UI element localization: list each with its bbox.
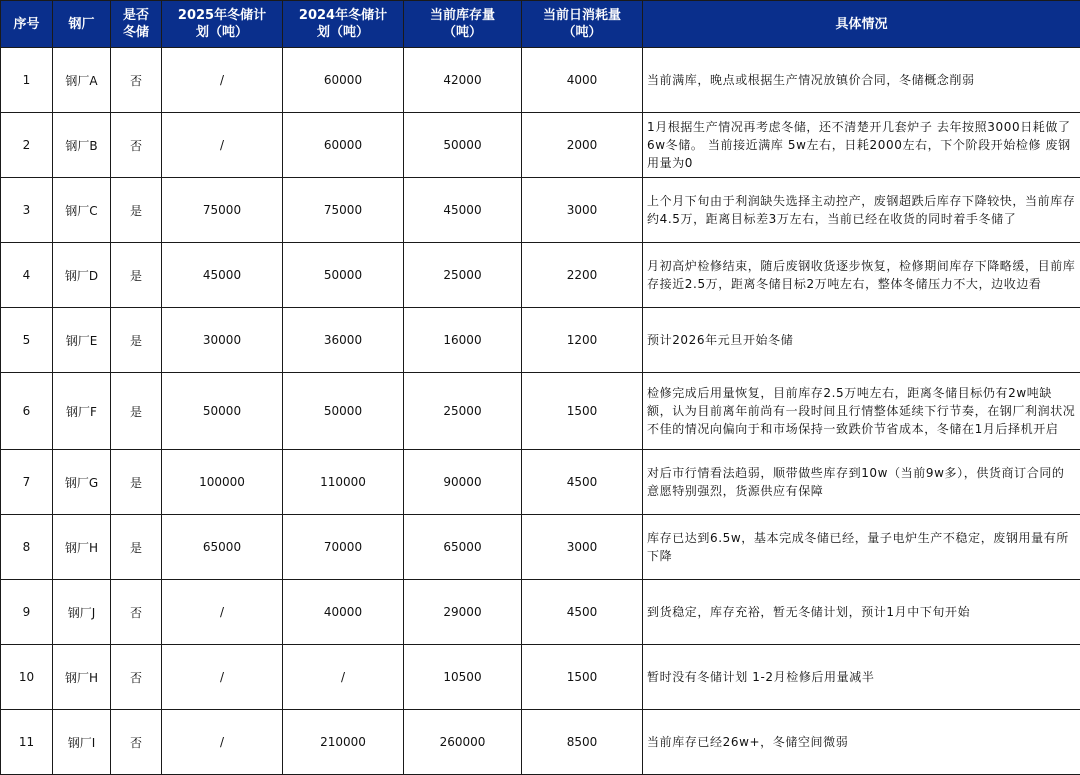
cell-detail: 预计2026年元旦开始冬储 bbox=[643, 308, 1080, 373]
cell-index: 9 bbox=[1, 580, 53, 645]
cell-index: 8 bbox=[1, 515, 53, 580]
cell-storage: 否 bbox=[111, 710, 162, 775]
cell-mill: 钢厂G bbox=[53, 450, 111, 515]
cell-plan-2025: / bbox=[162, 48, 283, 113]
table-row bbox=[1, 243, 1080, 308]
cell-plan-2024: / bbox=[283, 645, 404, 710]
cell-index: 1 bbox=[1, 48, 53, 113]
cell-inventory: 25000 bbox=[404, 243, 522, 308]
cell-detail: 到货稳定，库存充裕，暂无冬储计划，预计1月中下旬开始 bbox=[643, 580, 1080, 645]
table-row bbox=[1, 308, 1080, 373]
cell-daily-use: 3000 bbox=[522, 515, 643, 580]
cell-mill: 钢厂H bbox=[53, 515, 111, 580]
cell-inventory: 65000 bbox=[404, 515, 522, 580]
cell-inventory: 45000 bbox=[404, 178, 522, 243]
cell-storage: 否 bbox=[111, 113, 162, 178]
cell-mill: 钢厂F bbox=[53, 373, 111, 450]
header-index: 序号 bbox=[1, 1, 53, 48]
cell-index: 11 bbox=[1, 710, 53, 775]
table-row bbox=[1, 48, 1080, 113]
cell-plan-2024: 210000 bbox=[283, 710, 404, 775]
cell-index: 6 bbox=[1, 373, 53, 450]
cell-storage: 是 bbox=[111, 243, 162, 308]
cell-inventory: 10500 bbox=[404, 645, 522, 710]
header-plan-2025: 2025年冬储计划（吨） bbox=[162, 1, 283, 48]
cell-mill: 钢厂B bbox=[53, 113, 111, 178]
cell-index: 5 bbox=[1, 308, 53, 373]
cell-mill: 钢厂I bbox=[53, 710, 111, 775]
table-row bbox=[1, 178, 1080, 243]
table-row bbox=[1, 113, 1080, 178]
cell-daily-use: 2000 bbox=[522, 113, 643, 178]
header-inventory: 当前库存量（吨） bbox=[404, 1, 522, 48]
cell-detail: 上个月下旬由于利润缺失选择主动控产，废钢超跌后库存下降较快，当前库存约4.5万，距离目标差3万左右，当前已经在收货的同时着手冬储了 bbox=[643, 178, 1080, 243]
cell-plan-2024: 70000 bbox=[283, 515, 404, 580]
cell-plan-2025: / bbox=[162, 645, 283, 710]
cell-index: 10 bbox=[1, 645, 53, 710]
cell-plan-2025: 100000 bbox=[162, 450, 283, 515]
cell-detail: 暂时没有冬储计划 1-2月检修后用量减半 bbox=[643, 645, 1080, 710]
table-row bbox=[1, 645, 1080, 710]
cell-detail: 库存已达到6.5w，基本完成冬储已经，量子电炉生产不稳定，废钢用量有所下降 bbox=[643, 515, 1080, 580]
table-header-row bbox=[1, 1, 1080, 48]
cell-plan-2024: 50000 bbox=[283, 243, 404, 308]
cell-mill: 钢厂A bbox=[53, 48, 111, 113]
cell-mill: 钢厂H bbox=[53, 645, 111, 710]
cell-storage: 是 bbox=[111, 515, 162, 580]
cell-inventory: 90000 bbox=[404, 450, 522, 515]
cell-plan-2025: 30000 bbox=[162, 308, 283, 373]
cell-plan-2025: 75000 bbox=[162, 178, 283, 243]
cell-storage: 否 bbox=[111, 48, 162, 113]
cell-daily-use: 1200 bbox=[522, 308, 643, 373]
cell-plan-2025: / bbox=[162, 580, 283, 645]
table-row bbox=[1, 580, 1080, 645]
cell-storage: 否 bbox=[111, 580, 162, 645]
table-row bbox=[1, 373, 1080, 450]
cell-storage: 是 bbox=[111, 178, 162, 243]
cell-storage: 是 bbox=[111, 373, 162, 450]
cell-inventory: 42000 bbox=[404, 48, 522, 113]
cell-inventory: 29000 bbox=[404, 580, 522, 645]
cell-plan-2024: 60000 bbox=[283, 48, 404, 113]
cell-daily-use: 8500 bbox=[522, 710, 643, 775]
cell-daily-use: 1500 bbox=[522, 373, 643, 450]
cell-storage: 是 bbox=[111, 308, 162, 373]
cell-plan-2024: 40000 bbox=[283, 580, 404, 645]
cell-plan-2025: 45000 bbox=[162, 243, 283, 308]
cell-plan-2025: 65000 bbox=[162, 515, 283, 580]
cell-mill: 钢厂J bbox=[53, 580, 111, 645]
cell-detail: 当前库存已经26w+，冬储空间微弱 bbox=[643, 710, 1080, 775]
table-row bbox=[1, 710, 1080, 775]
cell-detail: 1月根据生产情况再考虑冬储，还不清楚开几套炉子 去年按照3000日耗做了6w冬储。 当前接近满库 5w左右，日耗2000左右，下个阶段开始检修 废钢用量为0 bbox=[643, 113, 1080, 178]
cell-detail: 月初高炉检修结束，随后废钢收货逐步恢复，检修期间库存下降略缓，目前库存接近2.5万，距离冬储目标2万吨左右，整体冬储压力不大，边收边看 bbox=[643, 243, 1080, 308]
cell-plan-2025: 50000 bbox=[162, 373, 283, 450]
cell-detail: 对后市行情看法趋弱，顺带做些库存到10w（当前9w多），供货商订合同的意愿特别强烈，货源供应有保障 bbox=[643, 450, 1080, 515]
cell-plan-2025: / bbox=[162, 113, 283, 178]
cell-inventory: 260000 bbox=[404, 710, 522, 775]
header-mill: 钢厂 bbox=[53, 1, 111, 48]
cell-storage: 否 bbox=[111, 645, 162, 710]
cell-detail: 当前满库，晚点或根据生产情况放镇价合同，冬储概念削弱 bbox=[643, 48, 1080, 113]
cell-plan-2024: 36000 bbox=[283, 308, 404, 373]
cell-index: 4 bbox=[1, 243, 53, 308]
cell-daily-use: 4000 bbox=[522, 48, 643, 113]
cell-index: 7 bbox=[1, 450, 53, 515]
header-winter-storage: 是否冬储 bbox=[111, 1, 162, 48]
table-row bbox=[1, 515, 1080, 580]
cell-plan-2025: / bbox=[162, 710, 283, 775]
cell-daily-use: 2200 bbox=[522, 243, 643, 308]
cell-plan-2024: 110000 bbox=[283, 450, 404, 515]
cell-plan-2024: 60000 bbox=[283, 113, 404, 178]
cell-inventory: 16000 bbox=[404, 308, 522, 373]
cell-mill: 钢厂C bbox=[53, 178, 111, 243]
cell-storage: 是 bbox=[111, 450, 162, 515]
header-daily-use: 当前日消耗量（吨） bbox=[522, 1, 643, 48]
cell-mill: 钢厂D bbox=[53, 243, 111, 308]
cell-daily-use: 1500 bbox=[522, 645, 643, 710]
cell-daily-use: 3000 bbox=[522, 178, 643, 243]
cell-daily-use: 4500 bbox=[522, 580, 643, 645]
table-row bbox=[1, 450, 1080, 515]
cell-plan-2024: 50000 bbox=[283, 373, 404, 450]
cell-inventory: 25000 bbox=[404, 373, 522, 450]
cell-mill: 钢厂E bbox=[53, 308, 111, 373]
cell-plan-2024: 75000 bbox=[283, 178, 404, 243]
cell-daily-use: 4500 bbox=[522, 450, 643, 515]
cell-detail: 检修完成后用量恢复，目前库存2.5万吨左右，距离冬储目标仍有2w吨缺额，认为目前离年前尚有一段时间且行情整体延续下行节奏，在钢厂利润状况不佳的情况向偏向于和市场保持一致跌价节省成本，冬储在1月后择机开启 bbox=[643, 373, 1080, 450]
header-plan-2024: 2024年冬储计划（吨） bbox=[283, 1, 404, 48]
cell-index: 3 bbox=[1, 178, 53, 243]
cell-index: 2 bbox=[1, 113, 53, 178]
header-details: 具体情况 bbox=[643, 1, 1080, 48]
cell-inventory: 50000 bbox=[404, 113, 522, 178]
